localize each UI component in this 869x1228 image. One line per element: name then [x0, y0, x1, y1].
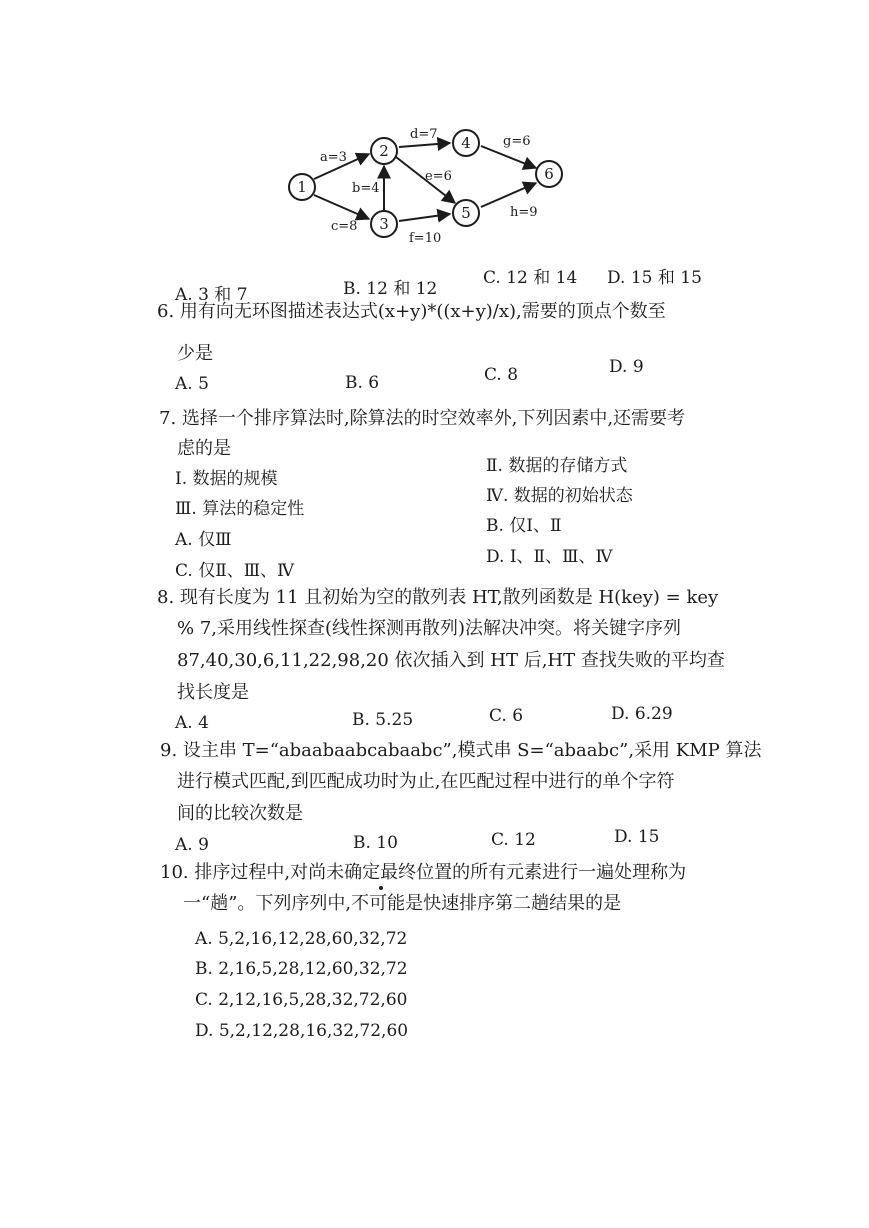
q7-stem-line-2: 虑的是	[177, 438, 231, 459]
q9-option-d: D. 15	[614, 827, 660, 847]
edge-g	[481, 146, 536, 168]
aoe-network-diagram	[0, 0, 869, 270]
q9-option-b: B. 10	[353, 833, 398, 853]
edge-h	[481, 183, 536, 207]
q7-option-c: C. 仅Ⅱ、Ⅲ、Ⅳ	[175, 561, 295, 581]
edge-label-e: e=6	[425, 169, 452, 184]
q5-option-d: D. 15 和 15	[607, 268, 702, 288]
q7-item-1: Ⅰ. 数据的规模	[175, 469, 278, 489]
q9-stem-line-2: 进行模式匹配,到匹配成功时为止,在匹配过程中进行的单个字符	[177, 771, 675, 792]
q9-option-c: C. 12	[491, 830, 536, 850]
q10-option-b: B. 2,16,5,28,12,60,32,72	[195, 959, 408, 979]
q10-option-a: A. 5,2,16,12,28,60,32,72	[195, 929, 408, 949]
q7-stem-line-1: 7. 选择一个排序算法时,除算法的时空效率外,下列因素中,还需要考	[159, 408, 686, 429]
q10-option-c: C. 2,12,16,5,28,32,72,60	[195, 990, 408, 1010]
node-label-6: 6	[544, 165, 554, 183]
q7-option-b: B. 仅Ⅰ、Ⅱ	[486, 516, 562, 536]
edge-d	[399, 143, 450, 147]
q7-item-4: Ⅳ. 数据的初始状态	[486, 486, 633, 506]
q10-stem-line-2: 一“趟”。下列序列中,不可能是快速排序第二趟结果的是	[183, 893, 622, 914]
q5-option-a: A. 3 和 7	[175, 285, 248, 305]
edge-label-d: d=7	[410, 127, 438, 142]
q7-option-a: A. 仅Ⅲ	[175, 530, 232, 550]
q8-option-d: D. 6.29	[611, 704, 673, 724]
node-label-4: 4	[461, 134, 471, 152]
q5-option-b: B. 12 和 12	[343, 279, 438, 299]
q9-stem-line-1: 9. 设主串 T=“abaabaabcabaabc”,模式串 S=“abaabc”,采用 KMP 算法	[160, 740, 762, 761]
edge-label-a: a=3	[320, 150, 347, 165]
edge-label-c: c=8	[331, 219, 358, 234]
q6-option-b: B. 6	[345, 373, 380, 393]
q8-stem-line-1: 8. 现有长度为 11 且初始为空的散列表 HT,散列函数是 H(key) = key	[157, 587, 719, 608]
q8-option-b: B. 5.25	[352, 710, 414, 730]
edge-label-g: g=6	[503, 134, 531, 149]
q6-option-c: C. 8	[484, 365, 519, 385]
emphasis-dot	[379, 886, 383, 890]
q7-item-3: Ⅲ. 算法的稳定性	[175, 499, 305, 519]
q8-option-c: C. 6	[489, 706, 524, 726]
q8-option-a: A. 4	[175, 713, 209, 733]
q8-stem-line-4: 找长度是	[177, 682, 249, 703]
node-label-2: 2	[379, 142, 389, 160]
node-label-3: 3	[379, 215, 389, 233]
q10-stem-line-1: 10. 排序过程中,对尚未确定最终位置的所有元素进行一遍处理称为	[160, 862, 687, 883]
q6-stem-line-1: 6. 用有向无环图描述表达式(x+y)*((x+y)/x),需要的顶点个数至	[157, 301, 666, 322]
q10-option-d: D. 5,2,12,28,16,32,72,60	[195, 1021, 409, 1041]
edge-c	[314, 195, 369, 219]
q7-item-2: Ⅱ. 数据的存储方式	[486, 456, 628, 476]
q6-option-a: A. 5	[175, 374, 209, 394]
q8-stem-line-2: % 7,采用线性探查(线性探测再散列)法解决冲突。将关键字序列	[177, 618, 682, 639]
q9-stem-line-3: 间的比较次数是	[177, 803, 303, 824]
q9-option-a: A. 9	[175, 835, 209, 855]
edge-label-b: b=4	[352, 181, 380, 196]
edge-f	[399, 214, 450, 221]
q5-option-c: C. 12 和 14	[483, 268, 578, 288]
q6-option-d: D. 9	[609, 357, 644, 377]
node-label-1: 1	[297, 178, 307, 196]
q6-stem-line-2: 少是	[177, 343, 213, 364]
q8-stem-line-3: 87,40,30,6,11,22,98,20 依次插入到 HT 后,HT 查找失败的平均查	[177, 650, 725, 671]
edge-label-f: f=10	[409, 231, 442, 246]
edge-label-h: h=9	[510, 205, 538, 220]
q7-option-d: D. Ⅰ、Ⅱ、Ⅲ、Ⅳ	[486, 547, 613, 567]
node-label-5: 5	[461, 204, 471, 222]
